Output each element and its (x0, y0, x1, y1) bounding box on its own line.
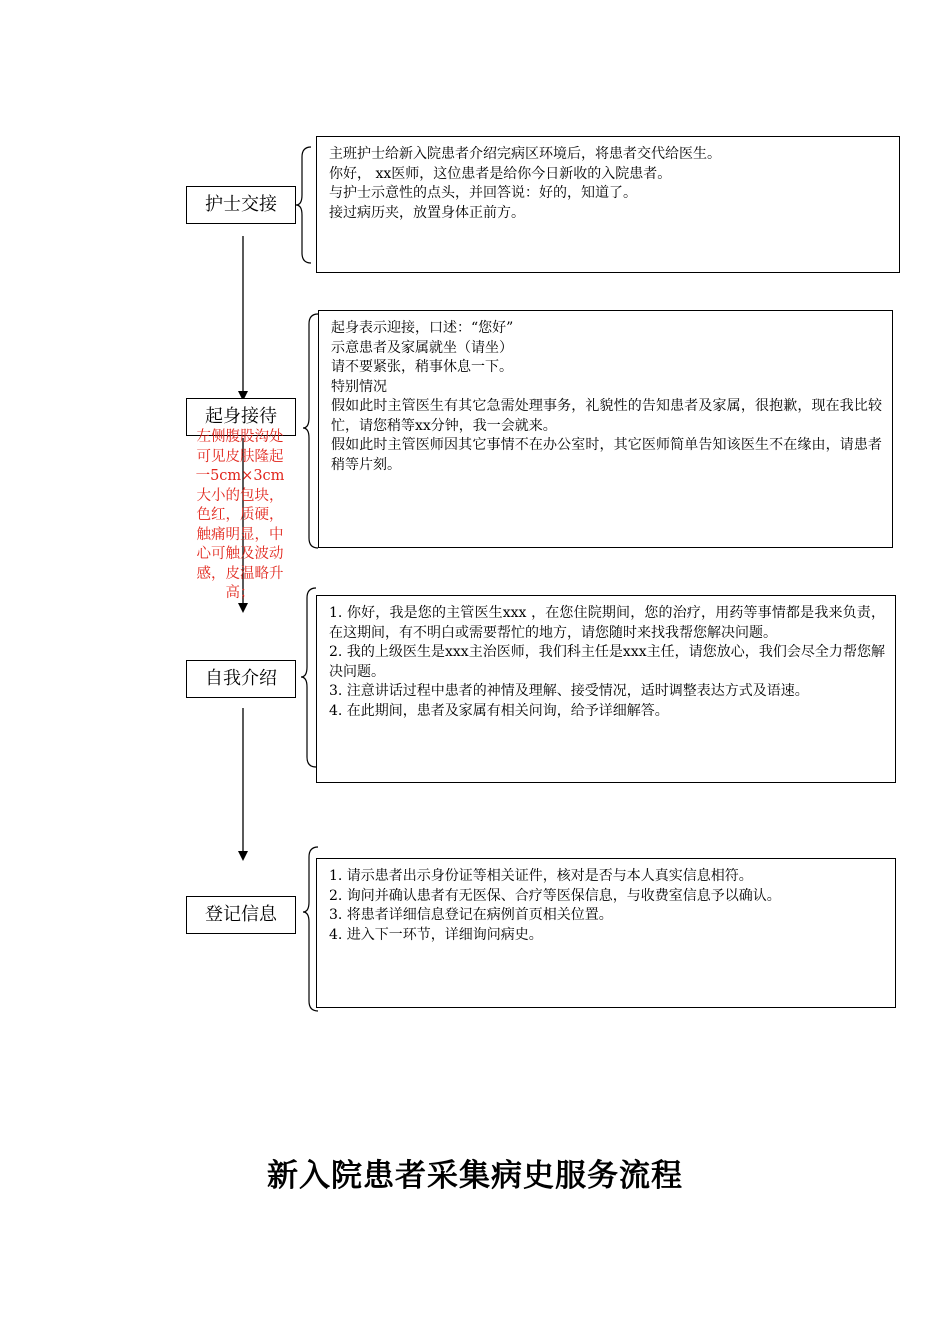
brace-1 (296, 147, 311, 263)
step-label: 起身接待 (205, 406, 277, 427)
panel-line: 3. 注意讲话过程中患者的神情及理解、接受情况，适时调整表达方式及语速。 (329, 683, 809, 699)
panel-line: 3. 将患者详细信息登记在病例首页相关位置。 (329, 907, 613, 923)
step-nurse-handover (186, 186, 296, 224)
panel-line: 特别情况 (331, 378, 387, 395)
step-label: 登记信息 (205, 904, 277, 925)
panel-line: 你好， xx医师，这位患者是给你今日新收的入院患者。 (329, 165, 672, 182)
page-title: 新入院患者采集病史服务流程 (267, 1158, 683, 1194)
panel-line: 主班护士给新入院患者介绍完病区环境后，将患者交代给医生。 (329, 146, 721, 162)
panel-line: 2. 我的上级医生是xxx主治医师，我们科主任是xxx主任，请您放心，我们会尽全力帮您解决问题。 (329, 644, 885, 680)
panel-line: 1. 请示患者出示身份证等相关证件，核对是否与本人真实信息相符。 (329, 868, 753, 884)
panel-line: 假如此时主管医生有其它急需处理事务，礼貌性的告知患者及家属，很抱歉，现在我比较忙，请您稍等xx分钟，我一会就来。 (331, 398, 882, 434)
brace-3 (301, 588, 316, 767)
panel-nurse-handover (316, 136, 900, 273)
panel-line: 1. 你好，我是您的主管医生xxx ，在您住院期间，您的治疗，用药等事情都是我来负责，在这期间，有不明白或需要帮忙的地方，请您随时来找我帮您解决问题。 (329, 605, 885, 641)
panel-line: 4. 进入下一环节，详细询问病史。 (329, 926, 543, 943)
panel-line: 示意患者及家属就坐（请坐） (331, 339, 513, 356)
panel-line: 接过病历夹，放置身体正前方。 (329, 204, 525, 221)
panel-line: 假如此时主管医师因其它事情不在办公室时，其它医师简单告知该医生不在缘由，请患者稍等片刻。 (331, 437, 882, 473)
panel-stand-receive (318, 310, 893, 548)
brace-2 (303, 314, 318, 548)
step-label: 自我介绍 (205, 668, 277, 689)
panel-line: 起身表示迎接，口述：“您好” (331, 320, 514, 336)
panel-self-introduction (316, 595, 896, 783)
step-label: 护士交接 (205, 194, 277, 215)
step-register-info (186, 896, 296, 934)
panel-line: 与护士示意性的点头，并回答说：好的，知道了。 (329, 185, 637, 201)
panel-line: 请不要紧张，稍事休息一下。 (331, 359, 513, 375)
panel-line: 4. 在此期间，患者及家属有相关问询，给予详细解答。 (329, 702, 669, 719)
step-self-introduction (186, 660, 296, 698)
panel-line: 2. 询问并确认患者有无医保、合疗等医保信息，与收费室信息予以确认。 (329, 887, 781, 904)
panel-register-info (316, 858, 896, 1008)
red-annotation: 左侧腹股沟处可见皮肤隆起一5cm×3cm大小的包块，色红，质硬，触痛明显，中心可触及波动感，皮温略升高； (195, 429, 285, 601)
